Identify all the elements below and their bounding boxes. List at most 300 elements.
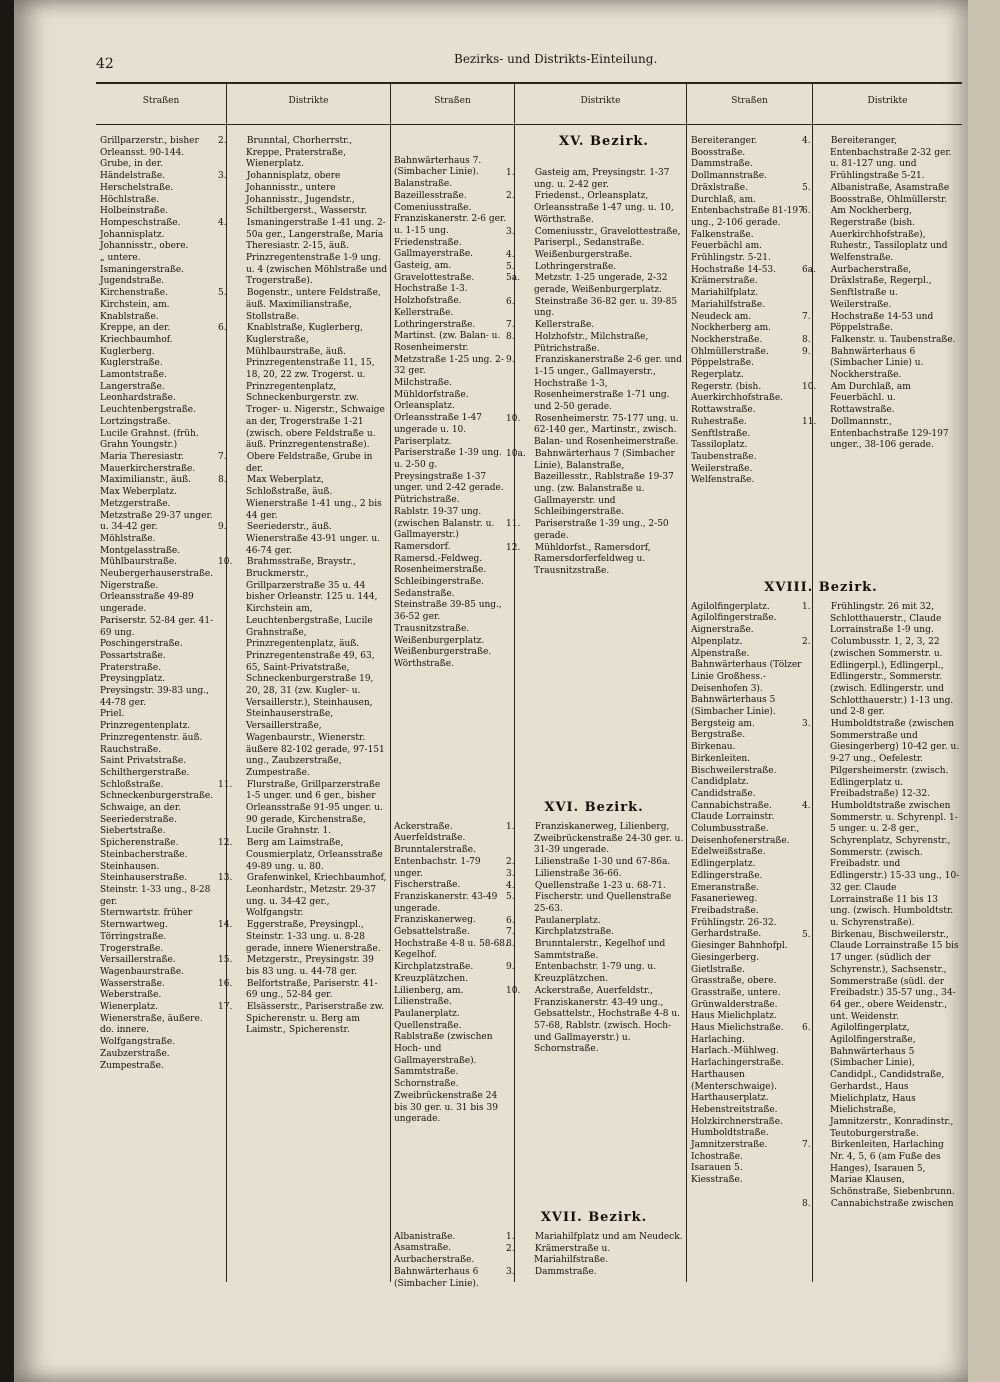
street-entry: Poschingerstraße. (100, 639, 183, 650)
street-entry: Max Weberplatz. (100, 487, 177, 498)
street-entry: Ramersdorf. (394, 541, 451, 552)
street-entry: Asamstraße. (394, 1243, 452, 1254)
street-entry: Albanistraße. (394, 1231, 456, 1242)
street-entry: Comeniusstraße. (394, 202, 472, 213)
street-entry: Deisenhofenerstraße. (691, 835, 790, 846)
col4-xvi-districts (506, 822, 684, 1056)
district-streets: Kellerstraße. (532, 320, 595, 331)
street-entry: Giesinger Bahnhofpl. (691, 941, 788, 952)
street-entry: Aurbacherstraße. (394, 1255, 475, 1266)
district-entry (802, 206, 960, 265)
street-entry: Quellenstraße. (394, 1020, 462, 1031)
book-page (14, 0, 968, 1382)
street-entry: Törringstraße. (100, 931, 167, 942)
street-entry: Edlingerplatz. (691, 859, 756, 870)
street-entry: Mariahilfplatz. (691, 288, 759, 299)
street-entry: Mühlbaurstraße. (100, 557, 178, 568)
street-entry: Preysingplatz. (100, 674, 166, 685)
district-number: 12. (506, 542, 521, 553)
facing-page-edge (968, 0, 1000, 1382)
street-entry: Metzstraße 29-37 unger. u. 34-42 ger. (100, 510, 213, 533)
district-number: 7. (506, 927, 515, 938)
street-entry: Grillparzerstr., bisher Orleansst. 90-144. (100, 136, 199, 158)
district-entry (218, 171, 388, 218)
district-streets: Lilienstraße 1-30 und 67-86a. (532, 857, 671, 868)
street-entry: Bergsteig am. (691, 718, 755, 729)
district-entry (218, 920, 388, 955)
district-streets: Johannisplatz, obere Johannisstr., untere Johannisstr., Jugendstr., Schiltbergerst., Wasserstr. (244, 171, 368, 217)
street-entry: Bereiteranger. (691, 136, 758, 146)
district-number: 6. (506, 915, 515, 926)
street-entry: Spicherenstraße. (100, 838, 179, 849)
district-entry (506, 542, 684, 578)
district-streets: Falkenstr. u. Taubenstraße. (828, 334, 956, 345)
street-entry: Auerfeldstraße. (394, 833, 466, 844)
district-streets: Weißenburgerstraße. (532, 249, 633, 260)
street-entry: Agilolfingerplatz. (691, 601, 770, 612)
street-entry: Kegelhof. (394, 950, 437, 961)
district-number: 7. (218, 451, 227, 462)
street-entry: Edelweißstraße. (691, 847, 766, 858)
street-entry: Emeranstraße. (691, 882, 759, 893)
district-streets: Am Nockherberg, Regerstraße (bish. Auerkirchhofstraße), Ruhestr., Tassiloplatz und Welfenstraße. (828, 206, 948, 264)
street-entry: Edlingerstraße. (691, 870, 763, 881)
street-entry: Boosstraße. (691, 147, 746, 158)
district-streets: Dollmannstr., Entenbachstraße 129-197 unger., 38-106 gerade. (828, 416, 949, 451)
district-streets: Pariserstraße 1-39 ung., 2-50 gerade. (532, 519, 669, 541)
district-number: 17. (218, 1002, 233, 1013)
district-entry (506, 1243, 684, 1267)
district-streets: Bahnwärterhaus 6 (Simbacher Linie) u. Nockherstraße. (828, 346, 924, 381)
district-number: 15. (218, 955, 233, 966)
street-entry: Steinstr. 1-33 ung., 8-28 ger. (100, 885, 211, 907)
district-streets: Gasteig am, Preysingstr. 1-37 ung. u. 2-42 ger. (532, 168, 670, 190)
district-streets: Albanistraße, Asamstraße Boosstraße, Ohlmüllerstr. (828, 182, 950, 205)
district-streets: Flurstraße, Grillparzerstraße 1-5 unger. und 6 ger., bisher Orleansstraße 91-95 unger. u. 90 gerade, Kirchenstraße, Lucile Grahnstr. 1. (244, 779, 383, 837)
street-entry: Kreuzplätzchen. (394, 973, 469, 984)
district-number: 1. (506, 168, 515, 178)
street-entry: Mühldorfstraße. (394, 389, 469, 400)
street-entry: Wolfgangstraße. (100, 1037, 176, 1048)
district-entry (218, 288, 388, 323)
street-entry: Seeriederstraße. (100, 814, 177, 825)
district-number: 6. (802, 206, 811, 217)
district-entry (506, 261, 684, 274)
street-entry: Isarauen 5. (691, 1163, 743, 1174)
district-number: 3. (802, 719, 811, 730)
street-entry: Trogerstraße. (100, 943, 164, 954)
district-number: 11. (506, 519, 521, 530)
street-entry: Metzstraße 1-25 ung. 2-32 ger. (394, 354, 504, 377)
district-number: 5. (802, 182, 811, 193)
district-entry (506, 296, 684, 320)
street-entry: Nockherberg am. (691, 323, 771, 334)
district-number: 7. (506, 320, 515, 331)
district-streets: Bahnwärterhaus 7 (Simbacher Linie), Balanstraße, Bazeillesstr., Rablstraße 19-37 ung. (zw. Balanstraße u. Gallmayerstr. und Schleibingerstraße. (532, 448, 675, 518)
street-entry: Leonhardstraße. (100, 393, 176, 404)
district-streets: Hochstraße 14-53 und Pöppelstraße. (828, 311, 934, 334)
street-entry: Jamnitzerstraße. (691, 1140, 768, 1151)
street-entry: Gebsattelstraße. (394, 927, 470, 938)
street-entry: Giesingerberg. (691, 952, 760, 963)
street-entry: Orleansplatz. (394, 401, 455, 412)
district-streets: Quellenstraße 1-23 u. 68-71. (532, 880, 666, 891)
district-streets: Belfortstraße, Pariserstr. 41-69 ung., 52-84 ger. (244, 978, 378, 1001)
street-entry: Rablstraße (zwischen Hoch- und Gallmayerstraße). (394, 1032, 493, 1066)
street-entry: Wörthstraße. (394, 658, 454, 669)
district-entry (218, 838, 388, 873)
district-streets: Obere Feldstraße, Grube in der. (244, 451, 373, 474)
street-entry: Weilerstraße. (691, 463, 753, 474)
street-entry: Kreppe, an der. (100, 323, 171, 334)
district-number: 11. (802, 416, 817, 427)
street-entry: Frühlingstr. 5-21. (691, 253, 771, 264)
district-number: 5. (218, 288, 227, 299)
street-entry: Kirchplatzstraße. (394, 962, 474, 973)
street-entry: Rottawstraße. (691, 405, 756, 416)
column-header-streets-2: Straßen (434, 96, 471, 106)
street-entry: Gravelottestraße. (394, 272, 475, 283)
street-entry: Wagenbaurstraße. (100, 966, 185, 977)
street-entry: Jugendstraße. (100, 276, 165, 287)
street-entry: Welfenstraße. (691, 475, 755, 486)
district-number: 1. (506, 822, 515, 832)
street-entry: Bahnwärterhaus 7. (Simbacher Linie). (394, 155, 482, 178)
district-number: 4. (802, 800, 811, 811)
street-entry: Taubenstraße. (691, 451, 757, 462)
district-entry (802, 800, 960, 930)
street-entry: Lamontstraße. (100, 370, 167, 381)
street-entry: Ackerstraße. (394, 821, 453, 832)
street-entry: Kirchstein, am. (100, 299, 170, 310)
district-entry (802, 1023, 960, 1140)
street-entry: Bergstraße. (691, 730, 746, 741)
district-entry (506, 331, 684, 355)
street-entry: Columbusstraße. (691, 824, 769, 835)
district-streets: Humboldtstraße zwischen Sommerstr. u. Schyrenpl. 1-5 unger. u. 2-8 ger., Schyrenplatz, Schyrenstr., Sommerstr. (zwisch. Freibadstr. und Edlingerstr.) 15-33 ung., 10-32 ger. Claude Lorrainstraße 11 bis 13 ung. (zwisch. Humboldtstr. u. Schyrenstraße). (828, 800, 960, 928)
street-entry: Johannisplatz. (100, 229, 165, 240)
street-entry: Dräxlstraße. (691, 182, 748, 193)
street-entry: Holbeinstraße. (100, 206, 169, 217)
district-streets: Bereiteranger, Entenbachstraße 2-32 ger. u. 81-127 ung. und Frühlingstraße 5-21. (828, 136, 952, 182)
street-entry: Mauerkircherstraße. (100, 463, 196, 474)
bezirk-xv-heading: XV. Bezirk. (559, 134, 649, 149)
district-entry (218, 522, 388, 557)
street-entry: Birkenleiten. (691, 753, 751, 764)
street-entry: Martinst. (zw. Balan- u. Rosenheimerstr. (394, 331, 501, 353)
col3-xvii-streets (394, 1232, 512, 1291)
district-number: 8. (802, 1198, 811, 1209)
district-streets: Franziskanerstraße 2-6 ger. und 1-15 unger., Gallmayerstr., Hochstraße 1-3, Rosenheimerstraße 1-71 ung. und 2-50 gerade. (532, 355, 682, 413)
street-entry: Balanstraße. (394, 179, 453, 190)
street-entry: Siebertstraße. (100, 826, 166, 837)
street-entry: Weberstraße. (100, 990, 162, 1001)
district-entry (218, 557, 388, 779)
col4-xv-districts (506, 168, 684, 578)
district-entry (218, 1002, 388, 1037)
street-entry: Wienerstraße, äußere. (100, 1013, 203, 1024)
district-streets: Humboldtstraße (zwischen Sommerstraße und Giesingerberg) 10-42 ger. u. 9-27 ung., Oefelestr. Pilgersheimerstr. (zwisch. Edlingerplatz u. Freibadstraße) 12-32. (828, 719, 960, 800)
street-entry: Regerstr. (bish. Auerkirchhofstraße. (691, 381, 784, 404)
street-entry: Lothringerstraße. (394, 319, 476, 330)
district-number: 6. (802, 1023, 811, 1034)
district-entry (506, 1232, 684, 1244)
street-entry: Gietlstraße. (691, 964, 745, 975)
street-entry: Pariserplatz. (394, 436, 452, 447)
street-entry: Harthauserplatz. (691, 1093, 769, 1104)
district-streets: Friedenst., Orleansplatz, Orleansstraße 1-47 ung. u. 10, Wörthstraße. (532, 191, 674, 225)
street-entry: Knablstraße. (100, 311, 159, 322)
district-entry (218, 136, 388, 171)
district-entry (506, 822, 684, 857)
bezirk-xviii-heading: XVIII. Bezirk. (764, 580, 878, 595)
col2-districts-list (218, 136, 388, 1037)
col3-xv-streets (394, 156, 512, 671)
street-entry: Prinzregentenplatz. (100, 721, 191, 732)
district-entry (506, 892, 684, 915)
street-entry: Nigerstraße. (100, 580, 159, 591)
col1-streets-list (100, 136, 224, 1072)
district-number: 10a. (506, 448, 526, 459)
street-entry: Harlachingerstraße. (691, 1058, 784, 1069)
district-streets: Birkenau, Bischweilerstr., Claude Lorrainstraße 15 bis 17 unger. (südlich der Schyrenstr.), Sachsenstr., Sommerstraße (südl. der Freibadstr.) 35-57 ung., 34-64 ger., obere Weidenstr., unt. Weidenstr. (828, 929, 959, 1022)
district-entry (506, 191, 684, 226)
street-entry: Tassiloplatz. (691, 440, 748, 451)
district-number: 8. (802, 334, 811, 345)
street-entry: Gerhardstraße. (691, 929, 762, 940)
street-entry: Milchstraße. (394, 378, 452, 389)
street-entry: Versaillerstraße. (100, 955, 176, 966)
district-streets: Metzgerstr., Preysingstr. 39 bis 83 ung. u. 44-78 ger. (244, 955, 374, 977)
district-number: 12. (218, 838, 233, 849)
street-entry: Hochstraße 14-53. (691, 264, 777, 275)
street-entry: Frühlingstr. 26-32. (691, 917, 777, 928)
street-entry: Sammtstraße. (394, 1067, 459, 1078)
bezirk-xvi-heading: XVI. Bezirk. (544, 800, 644, 815)
page-number: 42 (96, 56, 114, 72)
district-entry (218, 451, 388, 475)
street-entry: Steinhausen. (100, 861, 160, 872)
district-streets: Kirchplatzstraße. (532, 927, 615, 938)
street-entry: Candidstraße. (691, 788, 756, 799)
district-entry (506, 413, 684, 449)
street-entry: Holzhofstraße. (394, 296, 462, 307)
street-entry: Maria Theresiastr. (100, 451, 185, 462)
street-entry: Kellerstraße. (394, 307, 454, 318)
district-streets: Cannabichstraße zwischen (828, 1198, 954, 1209)
district-number: 9. (802, 346, 811, 357)
district-streets: Max Weberplatz, Schloßstraße, äuß. Wienerstraße 1-41 ung., 2 bis 44 ger. (244, 475, 382, 521)
street-entry: Aignerstraße. (691, 625, 754, 636)
district-entry (802, 182, 960, 206)
street-entry: Gallmayerstraße. (394, 249, 474, 260)
street-entry: Bahnwärterhaus 5 (Simbacher Linie). (691, 695, 776, 718)
street-entry: Alpenstraße. (691, 648, 750, 659)
street-entry: Schleibingerstraße. (394, 577, 485, 588)
district-number: 2. (506, 857, 515, 868)
district-streets: Birkenleiten, Harlaching Nr. 4, 5, 6 (am Fuße des Hanges), Isarauen 5, Mariae Klausen, Schönstraße, Siebenbrunn. (828, 1140, 955, 1198)
street-entry: Harthausen (Menterschwaige). (691, 1069, 777, 1092)
street-entry: Praterstraße. (100, 662, 162, 673)
district-streets: Lilienstraße 36-66. (532, 868, 622, 879)
street-entry: Claude Lorrainstr. (691, 812, 775, 823)
district-entry (506, 985, 684, 1056)
street-entry: Fasanerieweg. (691, 894, 758, 905)
street-entry: Grünwalderstraße. (691, 999, 778, 1010)
street-entry: Zweibrückenstraße 24 bis 30 ger. u. 31 bis 39 ungerade. (394, 1090, 498, 1125)
district-number: 6a. (802, 264, 816, 275)
street-entry: Saint Privatstraße. (100, 756, 187, 767)
district-number: 2. (218, 136, 227, 146)
street-entry: do. innere. (100, 1025, 150, 1036)
street-entry: Sternwartstr. früher Sternwartweg. (100, 908, 193, 931)
street-entry: Kuglerberg. (100, 346, 155, 357)
district-streets: Brunntalerstr., Kegelhof und Sammtstraße. (532, 939, 666, 961)
street-entry: Weißenburgerplatz. (394, 635, 485, 646)
street-entry: Ruhestraße. (691, 416, 747, 427)
district-streets: Grafenwinkel, Kriechbaumhof, Leonhardstr., Metzstr. 29-37 ung. u. 34-42 ger., Wolfgangstr. (244, 873, 387, 919)
district-number: 7. (802, 311, 811, 322)
district-entry (218, 323, 388, 452)
street-entry: Birkenau. (691, 742, 736, 753)
district-streets: Mühldorfst., Ramersdorf, Ramersdorferfeldweg u. Trausnitzstraße. (532, 542, 651, 576)
street-entry: Möhlstraße. (100, 533, 156, 544)
district-number: 13. (218, 873, 233, 884)
street-entry: Harlach.-Mühlweg. (691, 1046, 779, 1057)
street-entry: Metzgerstraße. (100, 498, 171, 509)
district-streets: Aurbacherstraße, Dräxlstraße, Regerpl., Senftlstraße u. Weilerstraße. (828, 264, 932, 310)
street-entry: Hochstraße 4-8 u. 58-68. (394, 938, 508, 949)
district-number: 4. (506, 880, 515, 891)
street-entry: Lortzingstraße. (100, 416, 171, 427)
street-entry: Bahnwärterhaus 6 (Simbacher Linie). (394, 1266, 479, 1289)
street-entry: Lilienstraße. (394, 997, 452, 1008)
street-entry: Kuglerstraße. (100, 358, 163, 369)
district-entry (506, 249, 684, 262)
street-entry: Entenbachstr. 1-79 unger. (394, 856, 481, 879)
column-header-districts-2: Distrikte (580, 96, 621, 106)
district-entry (218, 955, 388, 978)
district-streets: Lothringerstraße. (532, 261, 617, 272)
district-entry (802, 136, 960, 183)
district-number: 4. (506, 249, 515, 260)
street-entry: Dollmannstraße. (691, 171, 767, 182)
district-number: 5. (506, 261, 515, 272)
district-entry (218, 978, 388, 1002)
street-entry: „ untere. (100, 253, 141, 264)
district-streets: Brahmsstraße, Braystr., Bruckmerstr., Grillparzerstraße 35 u. 44 bisher Orleanstr. 125 u. 144, Kirchstein am, Leuchtenbergstraße, Lucile Grahnstraße, Prinzregentenplatz, äuß. Prinzregentenstraße 49, 63, 65, Saint-Privatstraße, Schneckenburgerstraße 19, 20, 28, 31 (zw. Kugler- u. Versaillerstr.), Steinhausen, Steinhauserstraße, Versaillerstraße, Wagenbaurstr., Wienerstr. äußere 82-102 gerade, 97-151 ung., Zaubzerstraße, Zumpestraße. (244, 557, 385, 778)
district-number: 16. (218, 978, 233, 989)
street-entry: Paulanerplatz. (394, 1008, 460, 1019)
street-entry: Bazeillesstraße. (394, 190, 467, 201)
street-entry: Haus Mielichstraße. (691, 1023, 784, 1034)
district-entry (802, 311, 960, 335)
street-entry: Sedanstraße. (394, 588, 455, 599)
street-entry: Bahnwärterhaus (Tölzer Linie Großhess.-Deisenhofen 3). (691, 660, 802, 694)
district-number: 4. (218, 217, 227, 228)
street-entry: Franziskanerweg. (394, 915, 476, 926)
street-entry: Herschelstraße. (100, 182, 174, 193)
street-entry: Lilienberg, am. (394, 985, 464, 996)
district-number: 3. (506, 1267, 515, 1278)
street-entry: Kiesstraße. (691, 1175, 743, 1186)
street-entry: Durchlaß, am. (691, 194, 756, 205)
district-streets: Am Durchlaß, am Feuerbächl. u. Rottawstraße. (828, 381, 911, 416)
district-streets: Seeriederstr., äuß. Wienerstraße 43-91 unger. u. 46-74 ger. (244, 522, 381, 556)
district-entry (802, 264, 960, 312)
district-entry (218, 475, 388, 522)
district-entry (218, 873, 388, 920)
street-entry: Agilolfingerstraße. (691, 613, 777, 624)
district-number: 5a. (506, 273, 520, 284)
column-rule-4 (686, 82, 687, 1282)
district-entry (802, 929, 960, 1024)
district-number: 9. (506, 962, 515, 973)
street-entry: Zaubzerstraße. (100, 1048, 170, 1059)
district-streets: Brunntal, Chorherrstr., Kreppe, Praterstraße, Wienerplatz. (244, 136, 353, 170)
street-entry: Nockherstraße. (691, 334, 763, 345)
running-head: Bezirks- und Distrikts-Einteilung. (454, 52, 658, 66)
street-entry: Pöppelstraße. (691, 358, 754, 369)
district-entry (506, 927, 684, 939)
district-number: 9. (218, 522, 227, 533)
district-entry (802, 334, 960, 347)
street-entry: Höchlstraße. (100, 194, 160, 205)
street-entry: Franziskanerstr. 43-49 ungerade. (394, 891, 498, 914)
district-number: 10. (802, 381, 817, 392)
district-number: 3. (218, 171, 227, 182)
street-entry: Regerplatz. (691, 370, 744, 381)
district-streets: Columbusstr. 1, 2, 3, 22 (zwischen Sommerstr. u. Edlingerpl.), Edlingerpl., Edlingerstr., Sommerstr. (zwisch. Edlingerstr. und Schlotthauerstr.) 1-13 ung. und 2-8 ger. (828, 637, 954, 718)
street-entry: Entenbachstraße 81-197 ung., 2-106 gerade. (691, 206, 804, 228)
street-entry: Zumpestraße. (100, 1060, 164, 1071)
district-entry (802, 1140, 960, 1199)
district-streets: Bogenstr., untere Feldstraße, äuß. Maximilianstraße, Stollstraße. (244, 288, 381, 322)
street-entry: Pariserstr. 52-84 ger. 41-69 ung. (100, 615, 214, 638)
district-number: 10. (506, 985, 521, 996)
district-number: 6. (506, 296, 515, 307)
district-number: 1. (506, 1232, 515, 1242)
column-rule-2 (390, 82, 391, 1282)
street-entry: Grasstraße, obere. (691, 976, 777, 987)
district-streets: Paulanerplatz. (532, 915, 601, 926)
street-entry: Orleansstraße 49-89 ungerade. (100, 592, 194, 615)
street-entry: Weißenburgerstraße. (394, 647, 492, 658)
street-entry: Neubergerhauserstraße. (100, 569, 214, 580)
district-streets: Holzhofstr., Milchstraße, Pütrichstraße. (532, 331, 649, 354)
street-entry: Senftlstraße. (691, 428, 751, 439)
street-entry: Prinzregentenstr. äuß. (100, 732, 203, 743)
street-entry: Kirchenstraße. (100, 288, 168, 299)
col6-xvii-districts (802, 136, 960, 452)
street-entry: Candidplatz. (691, 777, 749, 788)
street-entry: Grube, in der. (100, 159, 163, 170)
district-number: 8. (506, 939, 515, 950)
street-entry: Steinhauserstraße. (100, 873, 188, 884)
col5-xviii-block (691, 580, 878, 1187)
district-entry (802, 416, 960, 452)
district-number: 4. (802, 136, 811, 146)
street-entry: Maximilianstr., äuß. (100, 475, 192, 486)
street-entry: Franziskanerstr. 2-6 ger. u. 1-15 ung. (394, 214, 507, 236)
district-streets: Agilolfingerplatz, Agilolfingerstraße, Bahnwärterhaus 5 (Simbacher Linie), Candidpl., Candidstraße, Gerhardst., Haus Mielichplatz, Haus Mielichstraße, Jamnitzerstr., Konradinstr., Teutoburgerstraße. (828, 1023, 954, 1139)
district-entry (506, 857, 684, 869)
street-entry: Feuerbächl am. (691, 241, 762, 252)
street-entry: Falkenstraße. (691, 229, 754, 240)
district-streets: Knablstraße, Kuglerberg, Kuglerstraße, Mühlbaurstraße, äuß. Prinzregentenstraße 11, 15, 18, 20, 22 zw. Trogerst. u. Prinzregentenplatz, Schneckenburgerstr. zw. Troger- u. Nigerstr., Schwaige an der, Trogerstraße 1-21 (zwisch. obere Feldstraße u. äuß. Prinzregentenstraße). (244, 323, 385, 451)
district-number: 8. (218, 475, 227, 486)
district-streets: Steinstraße 36-82 ger. u. 39-85 ung. (532, 296, 678, 319)
